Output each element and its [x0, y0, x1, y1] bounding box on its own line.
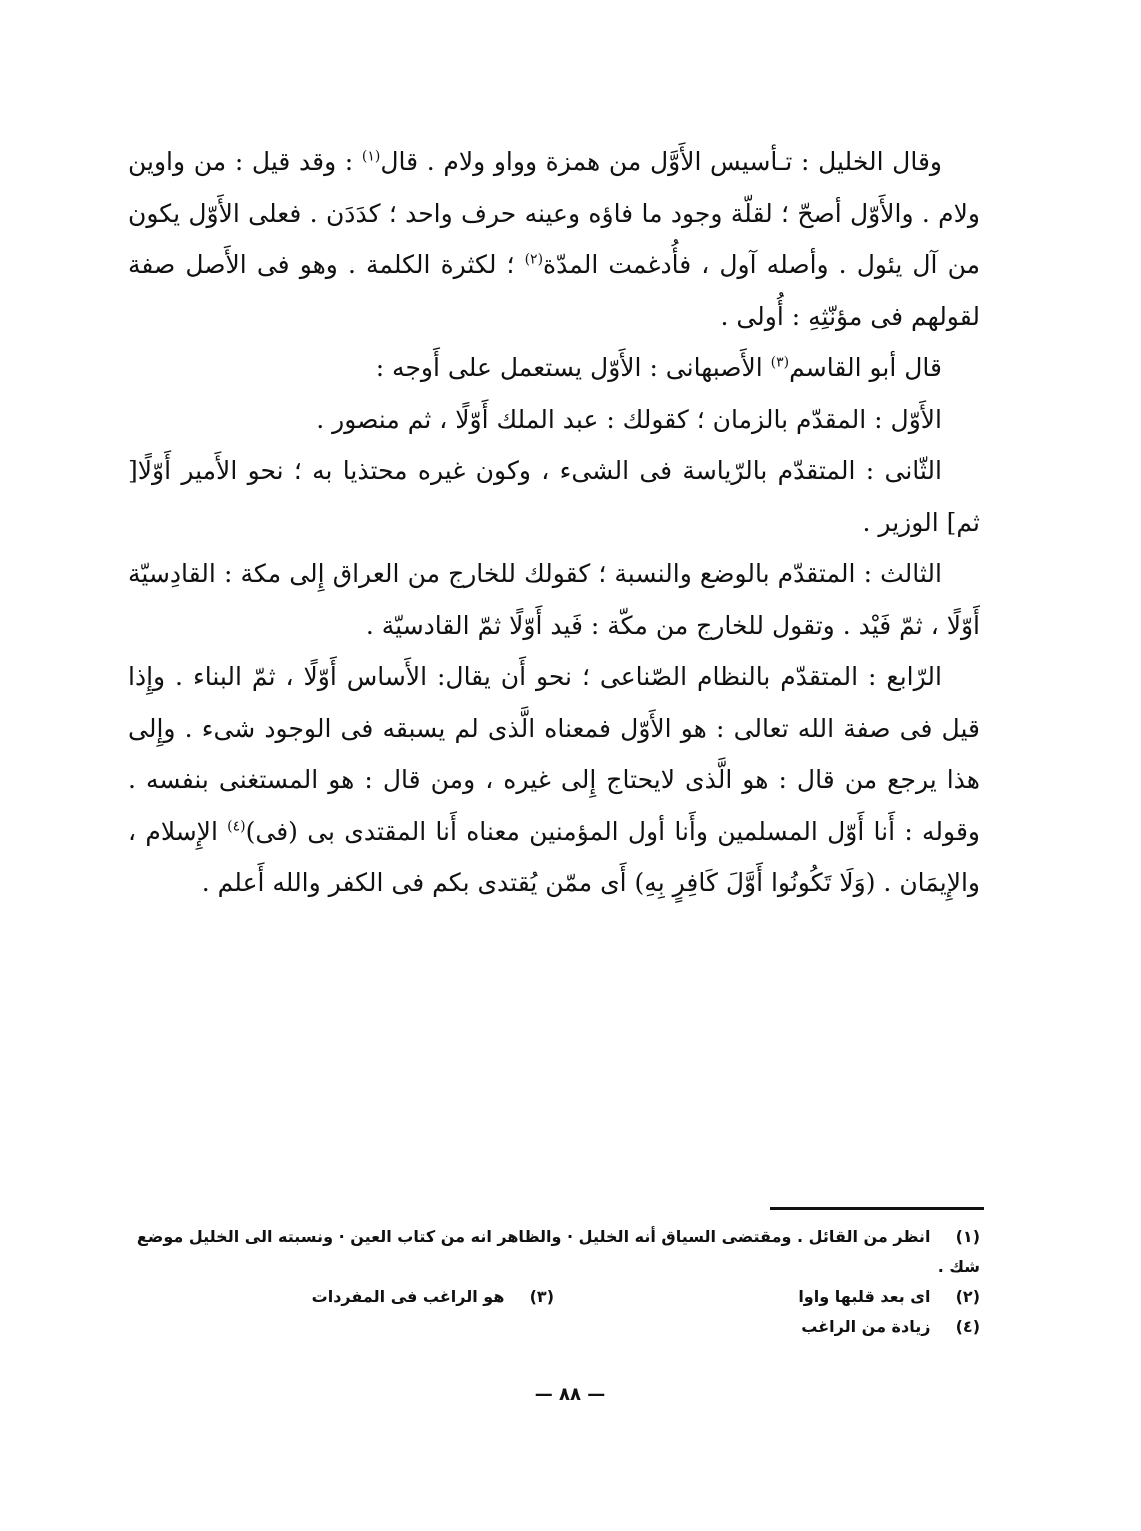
footnote-marker: (٢)	[524, 251, 544, 268]
paragraph	[128, 651, 980, 909]
paragraph-text: الرّابع : المتقدّم بالنظام الصّناعى ؛ نحو أَن يقال: الأَساس أَوّلًا ، ثمّ البناء . وإِذا قيل فى صفة الله تعالى : هو الأَوّل فمعناه الَّذى لم يسبقه فى الوجود شىء . وإِلى هذا يرجع من قال : هو الَّذى لايحتاج إِلى غيره ، ومن قال : هو المستغنى بنفسه . وقوله : أَنا أَوّل المسلمين وأَنا أول المؤمنين معناه أَنا المقتدى بى (فى)	[128, 662, 980, 846]
paragraph	[128, 445, 980, 548]
paragraph-text: ؛ لكثرة الكلمة . وهو فى الأَصل صفة لقولهم فى مؤنّثِهِ : أُولى .	[128, 250, 980, 331]
paragraph-text: الثّانى : المتقدّم بالرّياسة فى الشىء ، وكون غيره محتذيا به ؛ نحو الأَمير أَوّلًا[ ثم] الوزير .	[128, 456, 980, 537]
footnote-4	[128, 1312, 980, 1342]
footnote-marker: (٤)	[227, 818, 246, 835]
paragraph-text: الإِسلام ، والإِيمَان . (وَلَا تَكُونُوا أَوَّلَ كَافِرٍ بِهِ) أَى ممّن يُقتدى بكم فى الكفر والله أَعلم .	[128, 816, 980, 897]
footnote-number: (١)	[955, 1227, 980, 1246]
paragraph-text: وقال الخليل : تـأسيس الأَوَّل من همزة وواو ولام . قال	[380, 147, 942, 176]
footnote-row-2-3	[128, 1282, 980, 1312]
footnote-2	[554, 1282, 980, 1312]
footnote-1	[128, 1222, 980, 1282]
footnote-3	[128, 1282, 554, 1312]
paragraph	[128, 136, 980, 342]
main-text	[128, 136, 980, 909]
paragraph-text: الأَصبهانى : الأَوّل يستعمل على أَوجه :	[375, 353, 771, 382]
footnote-divider	[770, 1207, 984, 1210]
footnote-text: انظر من القائل . ومقتضى السياق أنه الخليل · والظاهر انه من كتاب العين · ونسبته الى الخليل موضع شك .	[136, 1227, 980, 1276]
footnote-marker: (١)	[361, 148, 381, 165]
paragraph-text: : وقد قيل : من واوين ولام . والأَوّل أصحّ ؛ لقلّة وجود ما فاؤه وعينه حرف واحد ؛ كدَدَن . فعلى الأَوّل يكون من آل يئول . وأصله آول ، فأُدغمت المدّة	[128, 147, 981, 279]
footnote-text: زيادة من الراغب	[801, 1317, 931, 1336]
footnote-text: اى بعد قلبها واوا	[798, 1287, 931, 1306]
footnote-marker: (٣)	[770, 354, 790, 371]
footnote-number: (٤)	[955, 1317, 980, 1336]
footnotes	[128, 1222, 980, 1342]
footnote-text: هو الراغب فى المفردات	[311, 1287, 505, 1306]
paragraph-text: الأَوّل : المقدّم بالزمان ؛ كقولك : عبد الملك أَوّلًا ، ثم منصور .	[316, 404, 942, 434]
page-number: — ٨٨ —	[534, 1384, 606, 1405]
footnote-number: (٢)	[955, 1287, 980, 1306]
paragraph-text: الثالث : المتقدّم بالوضع والنسبة ؛ كقولك للخارج من العراق إِلى مكة : القادِسيّة أَوّلًا ، ثمّ فَيْد . وتقول للخارج من مكّة : فَيد أَوّلًا ثمّ القادسيّة .	[128, 559, 980, 640]
footnote-number: (٣)	[529, 1287, 554, 1306]
paragraph-text: قال أبو القاسم	[789, 353, 942, 382]
paragraph	[128, 342, 980, 394]
paragraph	[128, 548, 980, 651]
paragraph	[128, 394, 980, 446]
